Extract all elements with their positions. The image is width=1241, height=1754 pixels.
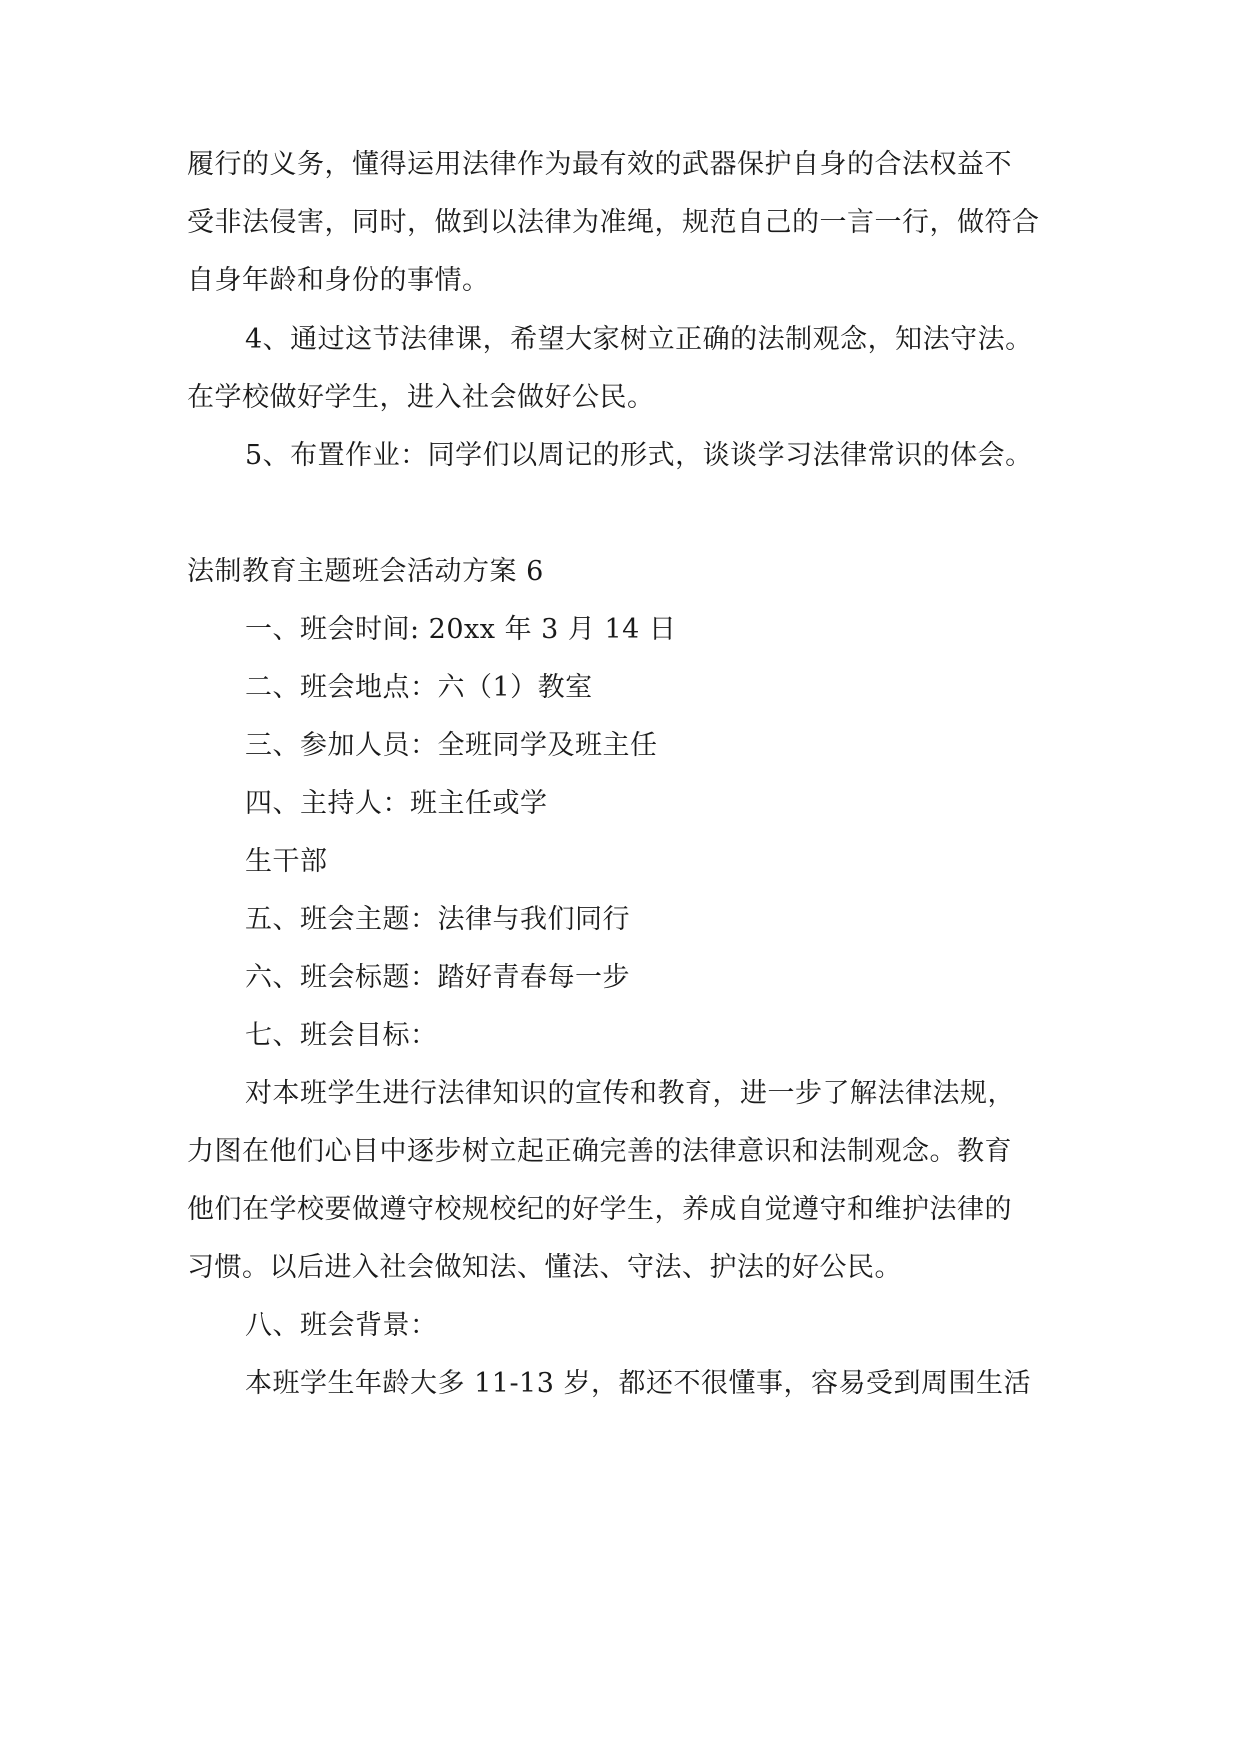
- background-heading: 八、班会背景：: [245, 1310, 438, 1341]
- background-line-1: 本班学生年龄大多 11-13 岁，都还不很懂事，容易受到周围生活: [245, 1368, 1031, 1399]
- intro-line-3: 自身年龄和身份的事情。: [187, 265, 490, 296]
- intro-line-2: 受非法侵害，同时，做到以法律为准绳，规范自己的一言一行，做符合: [187, 207, 1040, 238]
- section-title: 法制教育主题班会活动方案 6: [187, 556, 544, 587]
- goal-line-1: 对本班学生进行法律知识的宣传和教育，进一步了解法律法规，: [245, 1078, 1015, 1109]
- detail-participants: 三、参加人员：全班同学及班主任: [245, 730, 658, 761]
- item5-line: 5、布置作业：同学们以周记的形式，谈谈学习法律常识的体会。: [245, 440, 1033, 471]
- goal-line-3: 他们在学校要做遵守校规校纪的好学生，养成自觉遵守和维护法律的: [187, 1194, 1012, 1225]
- goal-heading: 七、班会目标：: [245, 1020, 438, 1051]
- detail-time: 一、班会时间: 20xx 年 3 月 14 日: [245, 614, 677, 645]
- intro-line-1: 履行的义务，懂得运用法律作为最有效的武器保护自身的合法权益不: [187, 149, 1012, 180]
- detail-host-line-1: 四、主持人：班主任或学: [245, 788, 548, 819]
- goal-line-4: 习惯。以后进入社会做知法、懂法、守法、护法的好公民。: [187, 1252, 902, 1283]
- item4-line-1: 4、通过这节法律课，希望大家树立正确的法制观念，知法守法。: [245, 324, 1033, 355]
- detail-theme: 五、班会主题：法律与我们同行: [245, 904, 630, 935]
- detail-place: 二、班会地点：六（1）教室: [245, 672, 593, 703]
- detail-host-line-2: 生干部: [245, 846, 328, 877]
- detail-headline: 六、班会标题：踏好青春每一步: [245, 962, 630, 993]
- goal-line-2: 力图在他们心目中逐步树立起正确完善的法律意识和法制观念。教育: [187, 1136, 1012, 1167]
- item4-line-2: 在学校做好学生，进入社会做好公民。: [187, 382, 655, 413]
